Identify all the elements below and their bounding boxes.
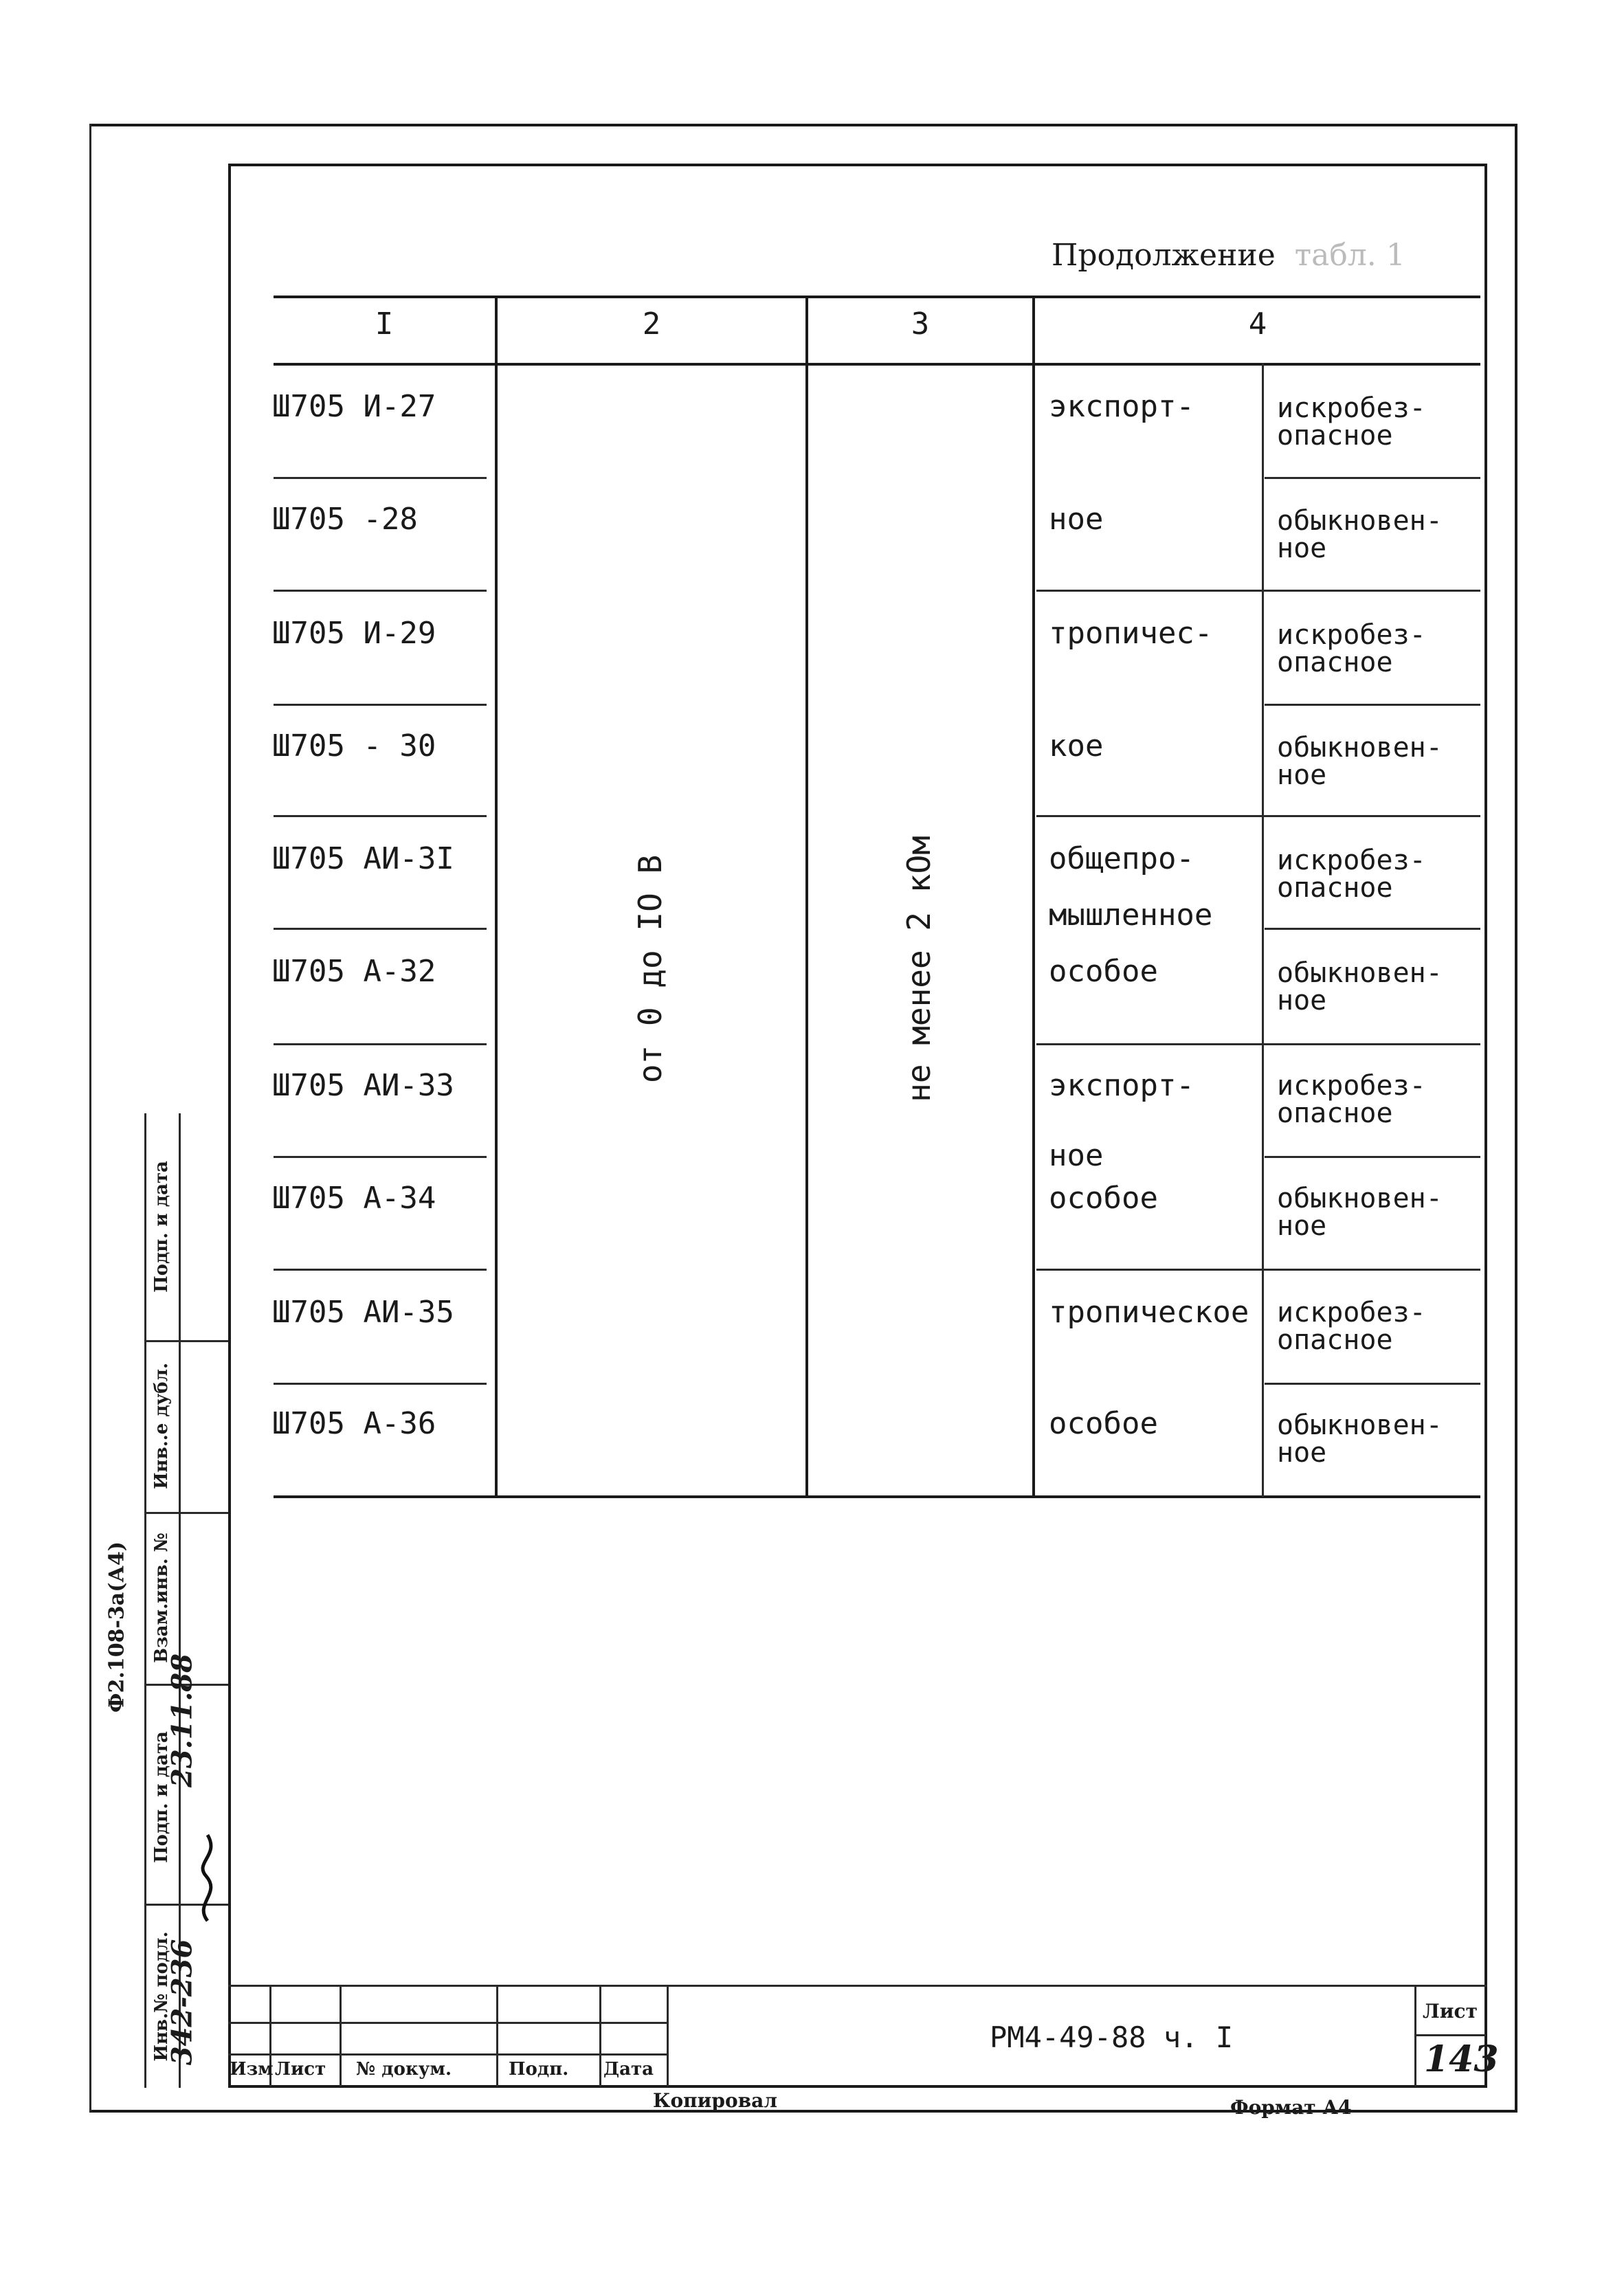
col4b-row-sep [1265, 815, 1480, 817]
col4b-row-sep [1265, 1269, 1480, 1271]
col4b-row-sep [1265, 477, 1480, 479]
outer-frame-top [89, 124, 1517, 126]
variant-cell: обыкновен- ное [1277, 1183, 1443, 1242]
execution-label: экспорт- [1049, 1068, 1194, 1103]
column-header-3: 3 [911, 307, 930, 342]
title-block-top [228, 1985, 1487, 1987]
variant-cell: обыкновен- ное [1277, 505, 1443, 564]
col1-row-sep [274, 815, 487, 817]
variant-cell: обыкновен- ное [1277, 732, 1443, 791]
title-block-col [340, 1985, 342, 2086]
col4b-row-sep [1265, 1156, 1480, 1158]
column-header-1: I [375, 307, 394, 342]
col4a-group-sep [1036, 1269, 1267, 1271]
execution-label: общепро- [1049, 841, 1194, 876]
sheet-label: Лист [1423, 2000, 1478, 2023]
col1-row-sep [274, 1383, 487, 1385]
col-divider-1-2 [495, 296, 498, 1498]
title-block-col [496, 1985, 498, 2086]
title-block-row [228, 2022, 668, 2024]
inv-podl-label: Инв.№ подл. [151, 1931, 172, 2062]
col1-row-sep [274, 477, 487, 479]
execution-label: ное [1049, 1138, 1104, 1173]
col4b-row-sep [1265, 704, 1480, 706]
resistance-text: не менее 2 кОм [900, 836, 937, 1102]
column-header-4: 4 [1248, 307, 1267, 342]
designation-cell: Ш705 А-34 [272, 1181, 436, 1216]
execution-label: кое [1049, 728, 1104, 764]
list-label: Лист [275, 2059, 326, 2080]
execution-label: мышленное [1049, 898, 1213, 933]
execution-label: тропическое [1049, 1295, 1249, 1330]
signature [187, 1828, 228, 1924]
col4a-group-sep [1036, 590, 1267, 592]
format-label: Формат А4 [1230, 2096, 1352, 2119]
inner-frame-bottom [228, 2085, 1487, 2088]
title-block-sheet-sep [1414, 2034, 1486, 2036]
sheet-number: 143 [1424, 2038, 1499, 2080]
designation-cell: Ш705 И-27 [272, 389, 436, 424]
execution-label: особое [1049, 1406, 1158, 1441]
col-divider-4a-4b [1262, 363, 1264, 1497]
variant-cell: обыкновен- ное [1277, 1410, 1443, 1469]
designation-cell: Ш705 АИ-35 [272, 1295, 454, 1330]
inv-dubl-label: Инв..е дубл. [151, 1362, 172, 1490]
col1-row-sep [274, 1043, 487, 1045]
side-stamp-left-line [144, 1113, 146, 2088]
handwritten-date: 23.11.88 [166, 1653, 199, 1787]
variant-cell: искробез- опасное [1277, 392, 1426, 452]
continuation-label: Продолжение [1052, 238, 1276, 273]
title-block-col [667, 1985, 669, 2086]
col4a-group-sep [1036, 815, 1267, 817]
col1-row-sep [274, 704, 487, 706]
form-code: Ф2.108-3а(А4) [104, 1541, 129, 1713]
copied-label: Копировал [653, 2089, 778, 2112]
variant-cell: искробез- опасное [1277, 845, 1426, 904]
podp-data2-label: Подп. и дата [151, 1161, 172, 1293]
col-divider-2-3 [805, 296, 808, 1498]
document-code: РМ4-49-88 ч. I [990, 2020, 1234, 2054]
execution-label: ное [1049, 502, 1104, 537]
outer-frame-right [1515, 124, 1517, 2112]
designation-cell: Ш705 - 30 [272, 728, 436, 764]
podp-data-label: Подп. и дата [151, 1731, 172, 1863]
izm-label: Изм [230, 2059, 274, 2080]
outer-frame-left [89, 124, 91, 2112]
table-bottom-line [274, 1495, 1480, 1498]
table-ref: табл. 1 [1294, 238, 1405, 273]
variant-cell: искробез- опасное [1277, 619, 1426, 678]
side-stamp-sep [144, 1512, 228, 1514]
col-divider-3-4 [1032, 296, 1035, 1498]
continuation-header [1052, 238, 1405, 273]
designation-cell: Ш705 И-29 [272, 616, 436, 651]
doc-no-label: № докум. [356, 2059, 452, 2080]
title-block-col [599, 1985, 601, 2086]
col1-row-sep [274, 928, 487, 930]
col1-row-sep [274, 1156, 487, 1158]
execution-label: экспорт- [1049, 389, 1194, 424]
data-label: Дата [603, 2059, 654, 2080]
designation-cell: Ш705 А-32 [272, 954, 436, 989]
table-header-line [274, 363, 1480, 366]
execution-label: тропичес- [1049, 616, 1213, 651]
podp-label: Подп. [509, 2059, 569, 2080]
handwritten-inv-number: 342-236 [166, 1939, 199, 2066]
designation-cell: Ш705 АИ-33 [272, 1068, 454, 1103]
col4b-row-sep [1265, 928, 1480, 930]
inner-frame-right [1484, 164, 1487, 2088]
col1-row-sep [274, 590, 487, 592]
variant-cell: искробез- опасное [1277, 1297, 1426, 1356]
col4b-row-sep [1265, 590, 1480, 592]
title-block-row [228, 2053, 668, 2056]
designation-cell: Ш705 -28 [272, 502, 418, 537]
inner-frame-top [228, 164, 1487, 166]
designation-cell: Ш705 А-36 [272, 1406, 436, 1441]
execution-label: особое [1049, 954, 1158, 989]
execution-label: особое [1049, 1181, 1158, 1216]
side-stamp-sep [144, 1340, 228, 1342]
inner-frame-left [228, 164, 231, 2088]
column-header-2: 2 [642, 307, 661, 342]
vzam-inv-label: Взам.инв. № [151, 1533, 172, 1663]
col1-row-sep [274, 1269, 487, 1271]
col4a-group-sep [1036, 1043, 1267, 1045]
designation-cell: Ш705 АИ-3I [272, 841, 454, 876]
col4b-row-sep [1265, 1383, 1480, 1385]
col4b-row-sep [1265, 1043, 1480, 1045]
table-top-line [274, 296, 1480, 298]
variant-cell: искробез- опасное [1277, 1070, 1426, 1129]
variant-cell: обыкновен- ное [1277, 957, 1443, 1016]
range-text: от 0 до IO B [632, 854, 669, 1084]
